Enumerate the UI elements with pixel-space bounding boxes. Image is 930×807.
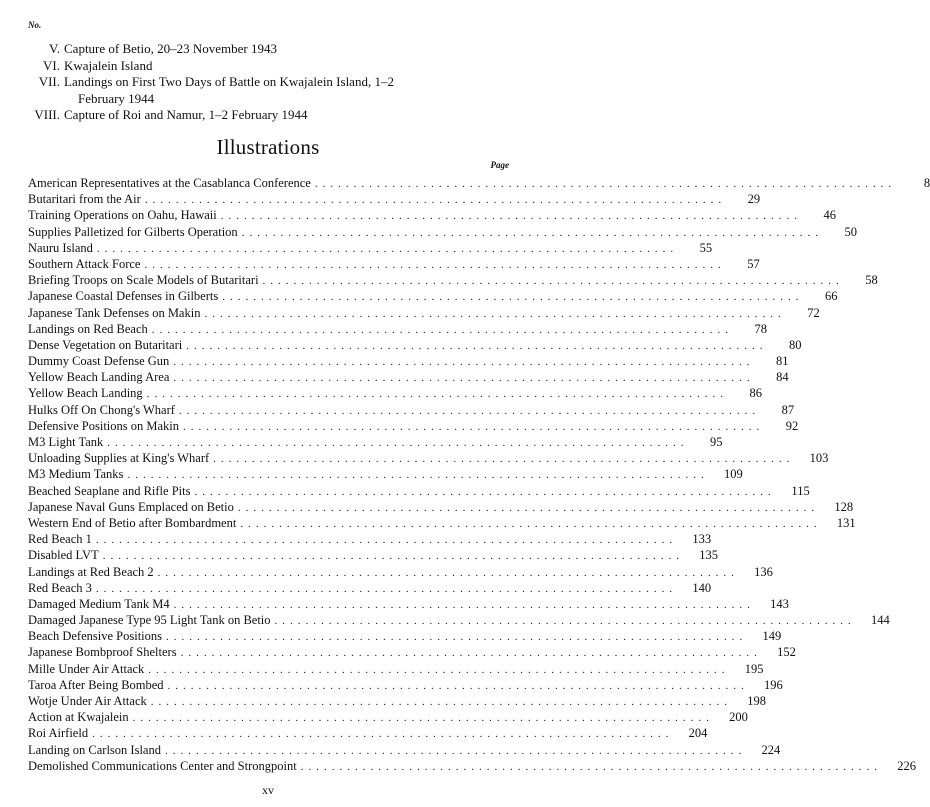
illustration-caption: Nauru Island (28, 240, 93, 255)
illustration-caption: Dummy Coast Defense Gun (28, 354, 170, 369)
illustration-page-number: 143 (770, 596, 789, 611)
illustration-page-number: 115 (791, 483, 810, 498)
illustration-caption: Japanese Naval Guns Emplaced on Betio (28, 499, 234, 514)
dot-leader: ........................................................................... (102, 550, 684, 563)
illustration-caption: Roi Airfield (28, 726, 89, 741)
illustration-entry (28, 483, 810, 499)
dot-leader: ........................................................................... (144, 194, 727, 207)
illustration-page-number: 81 (776, 354, 789, 369)
illustration-entry (28, 644, 796, 660)
dot-leader: ........................................................................... (183, 420, 765, 433)
dot-leader: ........................................................................... (166, 631, 748, 644)
illustrations-title: Illustrations (216, 135, 320, 159)
dot-leader: ........................................................................... (300, 760, 882, 773)
illustration-page-number: 80 (789, 337, 802, 352)
dot-leader: ........................................................................... (148, 663, 730, 676)
illustration-page-number: 87 (781, 402, 795, 417)
dot-leader: ........................................................................... (173, 598, 755, 611)
dot-leader: ........................................................................... (157, 566, 739, 579)
dot-leader: ........................................................................... (178, 404, 761, 417)
illustration-entry (28, 224, 857, 240)
illustration-caption: M3 Light Tank (28, 435, 104, 449)
illustration-caption: American Representatives at the Casablanca Conference (28, 176, 311, 190)
illustration-entry (28, 564, 773, 580)
illustration-entry (28, 434, 723, 450)
illustration-caption: Damaged Medium Tank M4 (28, 596, 170, 611)
illustration-caption: Demolished Communications Center and Strongpoint (28, 758, 297, 773)
illustration-entry (28, 369, 789, 385)
illustration-page-number: 140 (692, 580, 712, 595)
illustration-entry (28, 256, 760, 272)
dot-leader: ........................................................................... (240, 517, 822, 530)
illustration-entry (28, 547, 718, 563)
dot-leader: ........................................................................... (274, 615, 856, 628)
illustration-entry (28, 709, 748, 725)
dot-leader: ........................................................................... (146, 388, 728, 401)
illustration-caption: Landings on Red Beach (28, 321, 148, 336)
illustration-page-number: 95 (710, 435, 723, 449)
illustration-caption: Wotje Under Air Attack (28, 694, 147, 708)
illustration-entry (28, 288, 838, 304)
illustration-entry (28, 353, 789, 369)
dot-leader: ........................................................................... (262, 275, 844, 288)
illustration-caption: Western End of Betio after Bombardment (28, 515, 237, 530)
illustration-entry (28, 337, 802, 353)
illustration-entry (28, 499, 854, 515)
illustration-caption: Yellow Beach Landing (28, 386, 143, 401)
dot-leader: ........................................................................... (107, 437, 689, 449)
illustration-caption: Japanese Coastal Defenses in Gilberts (28, 289, 219, 304)
illustration-page-number: 204 (688, 726, 708, 741)
illustration-caption: Disabled LVT (28, 548, 99, 563)
illustration-page-number: 103 (809, 451, 829, 466)
illustration-entry (28, 531, 712, 547)
illustration-entry (28, 661, 764, 677)
illustration-caption: M3 Medium Tanks (28, 467, 124, 482)
illustration-entry (28, 677, 783, 693)
illustration-entry (28, 385, 762, 401)
illustration-caption: Landings at Red Beach 2 (28, 564, 154, 579)
illustration-caption: Butaritari from the Air (28, 192, 141, 207)
illustration-page-number: 86 (749, 386, 762, 401)
illustration-entry (28, 742, 781, 758)
map-number: VI. (43, 57, 60, 73)
map-entry (18, 58, 498, 75)
illustration-caption: Defensive Positions on Makin (28, 418, 180, 433)
illustration-entry (28, 466, 743, 482)
illustration-page-number: 144 (871, 613, 890, 628)
illustration-entry (28, 418, 799, 434)
illustration-caption: Red Beach 3 (28, 580, 92, 595)
map-entry (18, 41, 498, 58)
map-title: Landings on First Two Days of Battle on Kwajalein Island, 1–2 February 1944 (64, 74, 498, 107)
illustration-caption: Damaged Japanese Type 95 Light Tank on Betio (28, 613, 271, 628)
dot-leader: ........................................................................... (167, 679, 749, 692)
illustration-caption: Red Beach 1 (28, 532, 92, 547)
dot-leader: ........................................................................... (127, 469, 709, 482)
illustration-page-number: 57 (747, 256, 760, 271)
dot-leader: ........................................................................... (164, 744, 747, 757)
illustration-caption: Unloading Supplies at King's Wharf (28, 451, 210, 466)
illustrations-list (28, 175, 930, 774)
illustration-page-number: 109 (723, 467, 743, 482)
illustration-caption: Dense Vegetation on Butaritari (28, 337, 183, 352)
dot-leader: ........................................................................... (173, 372, 755, 385)
illustration-caption: Japanese Tank Defenses on Makin (28, 305, 201, 320)
dot-leader: ........................................................................... (314, 178, 897, 190)
illustration-entry (28, 612, 890, 628)
map-number: VII. (38, 74, 60, 89)
dot-leader: ........................................................................... (213, 453, 795, 466)
illustration-entry (28, 402, 795, 418)
map-title-continuation: February 1944 (78, 90, 155, 106)
map-number: VIII. (34, 107, 60, 122)
map-entry (18, 74, 498, 107)
illustration-entry (28, 758, 916, 774)
illustration-page-number: 131 (836, 515, 856, 530)
illustration-caption: Southern Attack Force (28, 256, 141, 271)
illustration-page-number: 55 (699, 240, 713, 255)
illustration-entry (28, 596, 789, 612)
illustration-page-number: 226 (897, 758, 916, 773)
illustration-page-number: 149 (762, 629, 782, 644)
illustration-entry (28, 693, 767, 709)
page-column-heading: Page (490, 160, 509, 170)
illustration-entry (28, 240, 713, 256)
illustration-page-number: 84 (776, 370, 789, 385)
illustration-caption: Taroa After Being Bombed (28, 677, 164, 692)
illustration-entry (28, 580, 712, 596)
illustration-page-number: 152 (777, 645, 796, 660)
illustration-page-number: 224 (761, 742, 781, 757)
illustration-caption: Training Operations on Oahu, Hawaii (28, 208, 217, 223)
illustration-caption: Mille Under Air Attack (28, 661, 145, 676)
illustration-entry (28, 305, 820, 321)
illustration-page-number: 136 (754, 564, 773, 579)
illustration-page-number: 128 (834, 499, 854, 514)
illustration-caption: Yellow Beach Landing Area (28, 370, 170, 385)
illustration-page-number: 29 (747, 192, 761, 207)
illustration-page-number: 66 (824, 289, 838, 304)
dot-leader: ........................................................................... (144, 258, 726, 271)
illustration-entry (28, 725, 708, 741)
illustration-page-number: 58 (865, 273, 878, 288)
illustration-page-number: 50 (844, 224, 857, 239)
illustration-entry (28, 515, 856, 531)
dot-leader: ........................................................................... (173, 356, 755, 369)
illustration-page-number: 200 (729, 710, 748, 725)
dot-leader: ........................................................................... (241, 226, 823, 239)
number-column-heading: No. (28, 20, 42, 30)
dot-leader: ........................................................................... (92, 728, 674, 741)
illustration-page-number: 135 (699, 548, 718, 563)
illustration-caption: Beached Seaplane and Rifle Pits (28, 483, 191, 498)
illustration-page-number: 78 (754, 321, 768, 336)
maps-list-continued (18, 41, 498, 124)
dot-leader: ........................................................................... (222, 291, 804, 304)
illustration-caption: Japanese Bombproof Shelters (28, 645, 177, 660)
illustration-entry (28, 450, 829, 466)
illustration-caption: Hulks Off On Chong's Wharf (28, 402, 175, 417)
illustration-caption: Supplies Palletized for Gilberts Operation (28, 224, 238, 239)
illustration-caption: Beach Defensive Positions (28, 629, 163, 644)
dot-leader: ........................................................................... (96, 242, 679, 255)
dot-leader: ........................................................................... (95, 582, 678, 595)
illustration-page-number: 72 (807, 305, 820, 320)
illustration-caption: Action at Kwajalein (28, 710, 129, 725)
illustration-entry (28, 321, 768, 337)
dot-leader: ........................................................................... (194, 485, 776, 498)
illustration-page-number: 195 (744, 661, 764, 676)
illustration-entry (28, 191, 761, 207)
illustration-entry (28, 272, 878, 288)
dot-leader: ........................................................................... (186, 339, 768, 352)
map-entry (18, 107, 498, 124)
illustration-page-number: 196 (764, 677, 783, 692)
map-title: Capture of Betio, 20–23 November 1943 (64, 41, 278, 56)
illustration-caption: Landing on Carlson Island (28, 742, 161, 757)
dot-leader: ........................................................................... (150, 696, 733, 708)
dot-leader: ........................................................................... (220, 210, 802, 223)
illustration-entry (28, 207, 836, 223)
dot-leader: ........................................................................... (204, 307, 786, 320)
dot-leader: ........................................................................... (180, 647, 762, 660)
illustration-entry (28, 628, 782, 644)
map-number: V. (49, 41, 60, 56)
dot-leader: ........................................................................... (151, 323, 734, 336)
map-title: Kwajalein Island (64, 57, 153, 73)
dot-leader: ........................................................................... (132, 712, 714, 725)
illustration-entry (28, 175, 930, 191)
illustration-page-number: 46 (823, 208, 836, 223)
map-title: Capture of Roi and Namur, 1–2 February 1944 (64, 107, 308, 122)
illustration-page-number: 198 (747, 694, 767, 708)
dot-leader: ........................................................................... (95, 534, 678, 547)
illustration-page-number: 133 (692, 532, 712, 547)
page-folio: xv (262, 783, 274, 797)
illustration-page-number: 92 (785, 418, 799, 433)
dot-leader: ........................................................................... (237, 501, 820, 514)
illustration-page-number: 8 (923, 176, 930, 190)
illustration-caption: Briefing Troops on Scale Models of Butaritari (28, 273, 259, 288)
